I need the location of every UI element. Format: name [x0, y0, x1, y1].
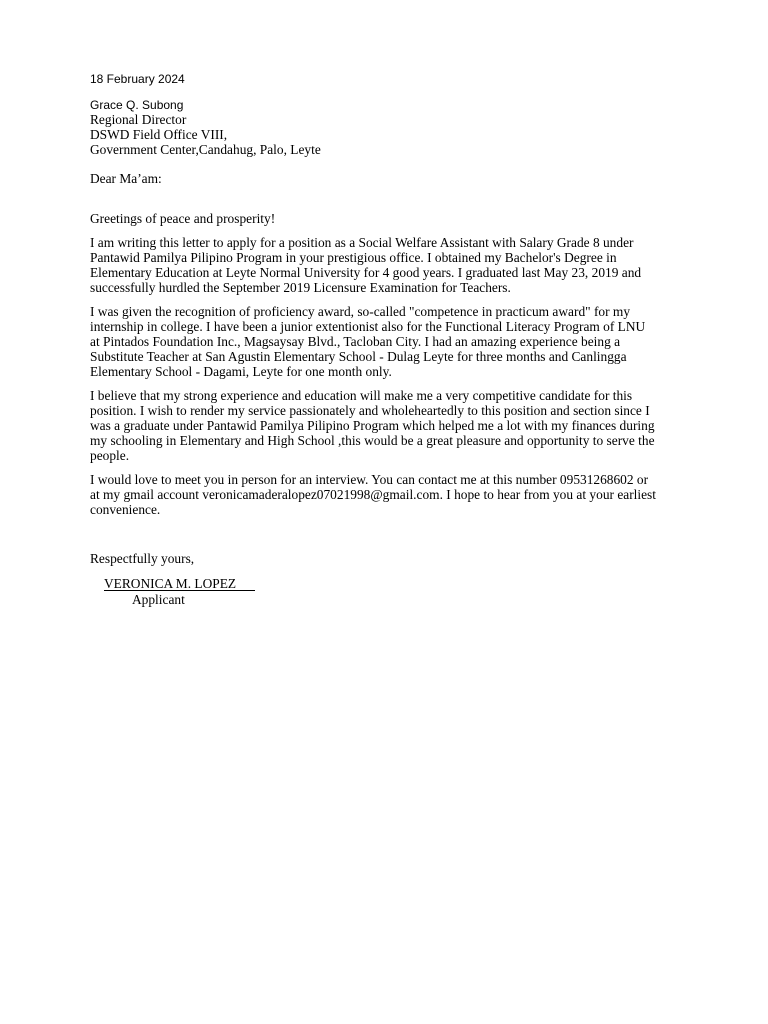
paragraph-line: Elementary Education at Leyte Normal University for 4 good years. I graduated last May 23, 2019 and	[90, 264, 642, 280]
paragraph-line: Substitute Teacher at San Agustin Elementary School - Dulag Leyte for three months and Canlingga	[90, 348, 627, 364]
signature-role: Applicant	[132, 592, 185, 607]
paragraph-line: was a graduate under Pantawid Pamilya Pilipino Program which helped me a lot with my finances during	[90, 417, 655, 433]
paragraph-line: convenience.	[90, 501, 161, 517]
paragraph-line: successfully hurdled the September 2019 Licensure Examination for Teachers.	[90, 279, 511, 295]
body-paragraph	[90, 236, 690, 296]
paragraph-line: Pantawid Pamilya Pilipino Program in your prestigious office. I obtained my Bachelor's Degree in	[90, 249, 617, 265]
letter-date: 18 February 2024	[90, 72, 185, 86]
recipient-address: Government Center,Candahug, Palo, Leyte	[90, 142, 321, 157]
recipient-title: Regional Director	[90, 112, 187, 127]
recipient-office: DSWD Field Office VIII,	[90, 127, 228, 142]
closing: Respectfully yours,	[90, 551, 195, 566]
salutation: Dear Ma’am:	[90, 171, 162, 186]
paragraph-line: I was given the recognition of proficiency award, so-called "competence in practicum award" for my	[90, 304, 631, 319]
paragraph-line: internship in college. I have been a junior extentionist also for the Functional Literacy Program of LNU	[90, 318, 646, 334]
greeting: Greetings of peace and prosperity!	[90, 211, 276, 226]
signature-line	[104, 590, 255, 591]
paragraph-line: I am writing this letter to apply for a position as a Social Welfare Assistant with Salary Grade 8 under	[90, 235, 634, 250]
recipient-name: Grace Q. Subong	[90, 98, 184, 112]
paragraph-line: at my gmail account veronicamaderalopez07021998@gmail.com. I hope to hear from you at your earliest	[90, 486, 656, 502]
signature-name: VERONICA M. LOPEZ	[104, 576, 237, 591]
paragraph-line: I believe that my strong experience and education will make me a very competitive candidate for this	[90, 388, 633, 403]
paragraph-line: people.	[90, 447, 130, 463]
paragraph-line: position. I wish to render my service passionately and wholeheartedly to this position and section since I	[90, 402, 650, 418]
paragraph-line: my schooling in Elementary and High School ,this would be a great pleasure and opportunity to serve the	[90, 432, 655, 448]
paragraph-line: Elementary School - Dagami, Leyte for one month only.	[90, 363, 392, 379]
body-paragraph	[90, 473, 690, 518]
paragraph-line: at Pintados Foundation Inc., Magsaysay Blvd., Tacloban City. I had an amazing experience being a	[90, 333, 621, 349]
paragraph-line: I would love to meet you in person for an interview. You can contact me at this number 09531268602 or	[90, 472, 649, 487]
body-paragraph	[90, 305, 690, 380]
body-paragraph	[90, 389, 690, 464]
